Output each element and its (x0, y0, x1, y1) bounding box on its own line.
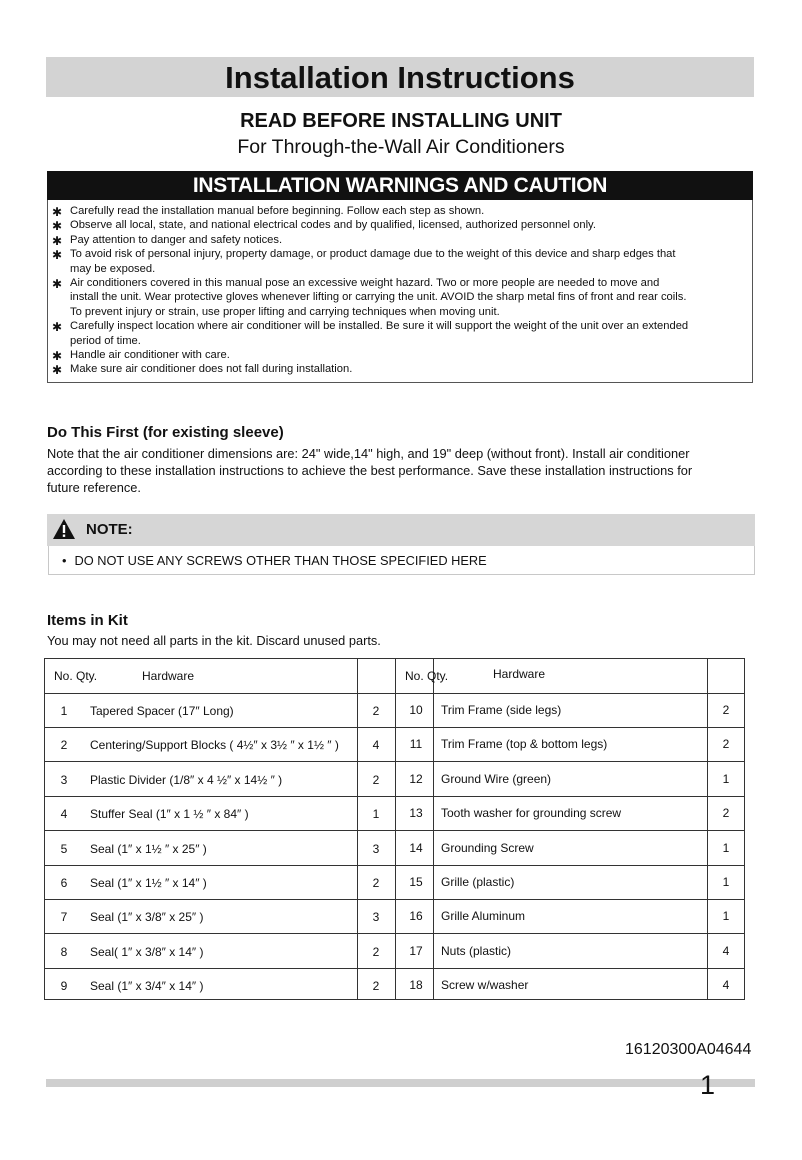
item-name: Trim Frame (top & bottom legs) (441, 737, 608, 752)
table-row-divider (44, 830, 745, 831)
item-name: Screw w/washer (441, 978, 529, 993)
item-number: 13 (409, 806, 423, 821)
warning-item-line: To prevent injury or strain, use proper lifting and carrying techniques when moving unit. (70, 305, 500, 318)
item-name: Grille Aluminum (441, 909, 526, 924)
warning-item-line: Air conditioners covered in this manual pose an excessive weight hazard. Two or more people are needed to move and (70, 277, 660, 290)
warning-item (52, 348, 752, 362)
warning-item-line: Make sure air conditioner does not fall during installation. (70, 363, 353, 376)
table-column-divider (357, 658, 358, 1000)
warning-item-line: Pay attention to danger and safety notices. (70, 233, 283, 246)
table-row-divider (44, 968, 745, 969)
asterisk-icon: ✱ (52, 363, 63, 378)
item-name: Plastic Divider (1/8″ x 4 ½″ x 14½ ″ ) (90, 772, 283, 787)
warning-triangle-icon (52, 518, 76, 540)
warning-item (52, 204, 752, 218)
item-qty: 2 (722, 737, 730, 752)
read-before-heading: READ BEFORE INSTALLING UNIT (240, 110, 562, 132)
item-number: 4 (60, 807, 68, 822)
warning-item-line: Handle air conditioner with care. (70, 349, 230, 362)
item-name: Grille (plastic) (441, 875, 515, 889)
item-number: 14 (409, 840, 423, 855)
warning-item (52, 362, 752, 376)
table-row-divider (44, 865, 745, 866)
item-name: Seal (1″ x 1½ ″ x 14″ ) (90, 876, 207, 890)
item-number: 15 (409, 875, 423, 889)
asterisk-icon: ✱ (52, 219, 63, 234)
warnings-header: INSTALLATION WARNINGS AND CAUTION (47, 171, 753, 200)
header-no-qty: No. Qty. (405, 669, 449, 683)
table-row-divider (44, 693, 745, 694)
do-this-first-heading: Do This First (for existing sleeve) (47, 424, 284, 441)
item-number: 9 (60, 979, 68, 994)
item-qty: 2 (372, 704, 380, 718)
kit-heading: Items in Kit (47, 612, 128, 629)
item-qty: 2 (372, 876, 380, 890)
part-number: 16120300A04644 (625, 1041, 752, 1058)
item-name: Seal( 1″ x 3/8″ x 14″ ) (90, 944, 204, 959)
item-number: 6 (60, 876, 68, 890)
item-name: Seal (1″ x 3/8″ x 25″ ) (90, 910, 204, 925)
header-hardware: Hardware (493, 667, 546, 681)
table-row-divider (44, 933, 745, 934)
warning-item (52, 319, 752, 348)
table-row-divider (44, 796, 745, 797)
warning-item-line: Carefully inspect location where air conditioner will be installed. Be sure it will support the weight of the unit over an extended (70, 320, 689, 333)
item-qty: 4 (722, 943, 730, 958)
item-qty: 1 (722, 840, 730, 855)
item-name: Tooth washer for grounding screw (441, 806, 622, 821)
item-name: Trim Frame (side legs) (441, 703, 562, 717)
table-column-divider (395, 658, 396, 1000)
do-this-first-body (47, 445, 752, 496)
footer-bar (46, 1079, 755, 1087)
asterisk-icon: ✱ (52, 205, 63, 219)
warning-item-line: Carefully read the installation manual before beginning. Follow each step as shown. (70, 205, 485, 217)
item-number: 17 (409, 943, 423, 958)
warning-item (52, 233, 752, 247)
item-number: 7 (60, 910, 68, 925)
asterisk-icon: ✱ (52, 320, 63, 335)
item-qty: 2 (722, 806, 730, 821)
page-number: 1 (700, 1070, 716, 1100)
item-name: Seal (1″ x 1½ ″ x 25″ ) (90, 841, 207, 856)
item-name: Centering/Support Blocks ( 4½″ x 3½ ″ x 1½ ″ ) (90, 738, 339, 753)
note-title: NOTE: (86, 521, 133, 538)
item-number: 16 (409, 909, 423, 924)
item-number: 3 (60, 772, 68, 787)
warning-item-line: may be exposed. (70, 262, 156, 275)
note-text (62, 553, 487, 568)
warning-item-line: Observe all local, state, and national electrical codes and by qualified, licensed, authorized personnel only. (70, 219, 596, 232)
item-name: Stuffer Seal (1″ x 1 ½ ″ x 84″ ) (90, 807, 249, 822)
item-qty: 3 (372, 910, 380, 925)
asterisk-icon: ✱ (52, 233, 63, 248)
bullet-icon: • (62, 553, 67, 568)
warning-item-line: To avoid risk of personal injury, property damage, or product damage due to the weight of this device and sharp edges that (70, 248, 676, 261)
item-number: 1 (60, 704, 68, 718)
table-column-divider (433, 658, 434, 1000)
warning-item-line: install the unit. Wear protective gloves whenever lifting or carrying the unit. AVOID the sharp metal fins of front and rear coils. (70, 291, 687, 304)
item-name: Ground Wire (green) (441, 771, 552, 786)
warnings-list (52, 204, 752, 377)
note-text-label: DO NOT USE ANY SCREWS OTHER THAN THOSE SPECIFIED HERE (74, 553, 487, 568)
item-number: 12 (409, 771, 423, 786)
body-line: Note that the air conditioner dimensions are: 24" wide,14" high, and 19" deep (without front). Install air conditioner (47, 446, 690, 461)
warning-item (52, 218, 752, 232)
item-qty: 4 (372, 738, 380, 753)
warning-item-line: period of time. (70, 334, 141, 347)
item-qty: 2 (372, 944, 380, 959)
item-qty: 2 (372, 979, 380, 994)
table-row-divider (44, 727, 745, 728)
item-qty: 1 (722, 909, 730, 924)
kit-subheading: You may not need all parts in the kit. Discard unused parts. (47, 633, 381, 648)
table-column-divider (707, 658, 708, 1000)
table-row-divider (44, 761, 745, 762)
item-qty: 3 (372, 841, 380, 856)
asterisk-icon: ✱ (52, 277, 63, 292)
table-row-divider (44, 899, 745, 900)
warning-item (52, 247, 752, 276)
item-name: Seal (1″ x 3/4″ x 14″ ) (90, 979, 204, 994)
page-subtitle: For Through-the-Wall Air Conditioners (237, 136, 565, 158)
item-name: Grounding Screw (441, 840, 534, 855)
item-name: Tapered Spacer (17″ Long) (90, 704, 234, 718)
item-qty: 1 (372, 807, 380, 822)
item-qty: 4 (722, 978, 730, 993)
warning-item (52, 276, 752, 319)
item-qty: 1 (722, 875, 730, 889)
item-number: 18 (409, 978, 423, 993)
header-hardware: Hardware (142, 669, 195, 683)
page-title: Installation Instructions (225, 60, 575, 95)
note-bar (47, 514, 755, 546)
item-qty: 1 (722, 771, 730, 786)
header-no-qty: No. Qty. (54, 669, 98, 683)
asterisk-icon: ✱ (52, 349, 63, 364)
body-line: according to these installation instructions to achieve the best performance. Save these installation instructions for (47, 463, 693, 478)
item-number: 5 (60, 841, 68, 856)
item-qty: 2 (722, 703, 730, 717)
item-number: 8 (60, 944, 68, 959)
item-number: 10 (409, 703, 423, 717)
item-name: Nuts (plastic) (441, 943, 512, 958)
body-line: future reference. (47, 480, 141, 495)
asterisk-icon: ✱ (52, 248, 63, 263)
item-number: 11 (409, 737, 423, 752)
item-qty: 2 (372, 772, 380, 787)
item-number: 2 (60, 738, 68, 753)
